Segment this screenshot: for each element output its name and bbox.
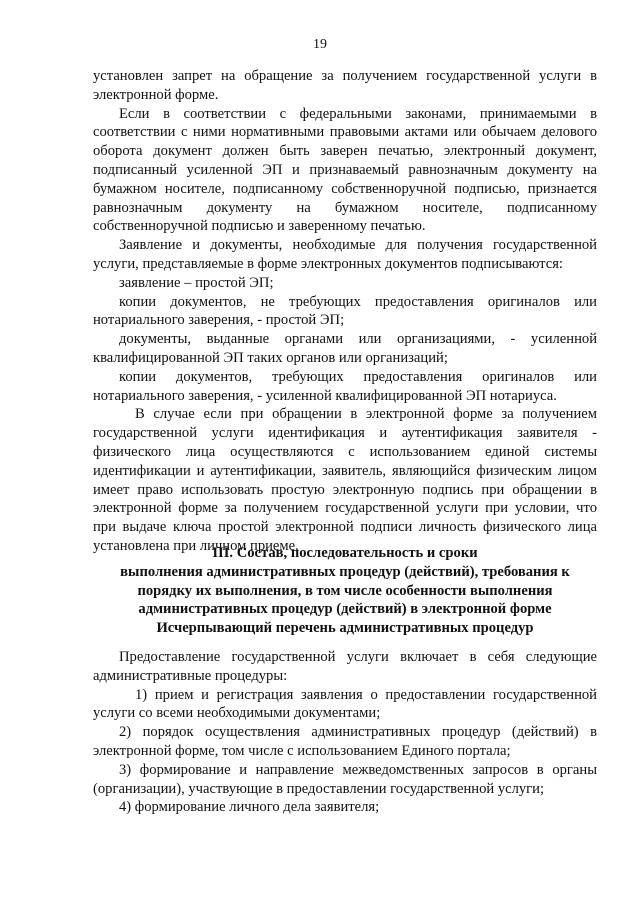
- paragraph: Если в соответствии с федеральными законами, принимаемыми в соответствии с ними нормативными правовыми актами или обычаем делового оборота документ должен быть заверен печатью, электронный документ, подписанный усиленной ЭП и признаваемый равнозначным документу на бумажном носителе, подписанному собственноручной подписью, признается равнозначным документу на бумажном носителе, подписанному собственноручной подписью и заверенному печатью.: [93, 105, 597, 235]
- list-item: 2) порядок осуществления административных процедур (действий) в электронной форме, том числе с использованием Единого портала;: [93, 724, 597, 759]
- paragraph: копии документов, не требующих предоставления оригиналов или нотариального заверения, - простой ЭП;: [93, 293, 597, 329]
- heading-line: III. Состав, последовательность и сроки: [212, 545, 478, 561]
- list-item: 3) формирование и направление межведомственных запросов в органы (организации), участвующие в предоставлении государственной услуги;: [93, 761, 597, 797]
- heading-line: порядку их выполнения, в том числе особенности выполнения: [137, 582, 553, 599]
- heading-line: Исчерпывающий перечень административных процедур: [156, 620, 534, 637]
- paragraph: документы, выданные органами или организациями, - усиленной квалифицированной ЭП таких органов или организаций;: [93, 331, 597, 366]
- list-item: 4) формирование личного дела заявителя;: [119, 799, 380, 816]
- paragraph: Предоставление государственной услуги включает в себя следующие административные процедуры:: [93, 649, 597, 684]
- paragraph: установлен запрет на обращение за получением государственной услуги в электронной форме.: [93, 68, 597, 103]
- list-item: 1) прием и регистрация заявления о предоставлении государственной услуги со всеми необходимыми документами;: [93, 686, 597, 722]
- page-number: 19: [313, 37, 327, 52]
- body-text-bottom: [93, 648, 597, 817]
- paragraph: Заявление и документы, необходимые для получения государственной услуги, представляемые в форме электронных документов подписываются:: [93, 237, 597, 272]
- section-heading: [93, 544, 597, 638]
- paragraph: заявление – простой ЭП;: [119, 274, 274, 291]
- heading-line: административных процедур (действий) в электронной форме: [138, 601, 552, 618]
- paragraph: В случае если при обращении в электронной форме за получением государственной услуги идентификация и аутентификация заявителя - физического лица осуществляются с использованием единой системы идентификации и аутентификации, заявитель, являющийся физическим лицом имеет право использовать простую электронную подпись при обращении в электронной форме за получением государственной услуги при условии, что при выдаче ключа простой электронной подписи личность физического лица установлена при личном приеме.: [93, 406, 597, 554]
- body-text-top: [93, 67, 597, 556]
- paragraph: копии документов, требующих предоставления оригиналов или нотариального заверения, - усиленной квалифицированной ЭП нотариуса.: [93, 368, 597, 404]
- heading-line: выполнения административных процедур (действий), требования к: [120, 563, 570, 580]
